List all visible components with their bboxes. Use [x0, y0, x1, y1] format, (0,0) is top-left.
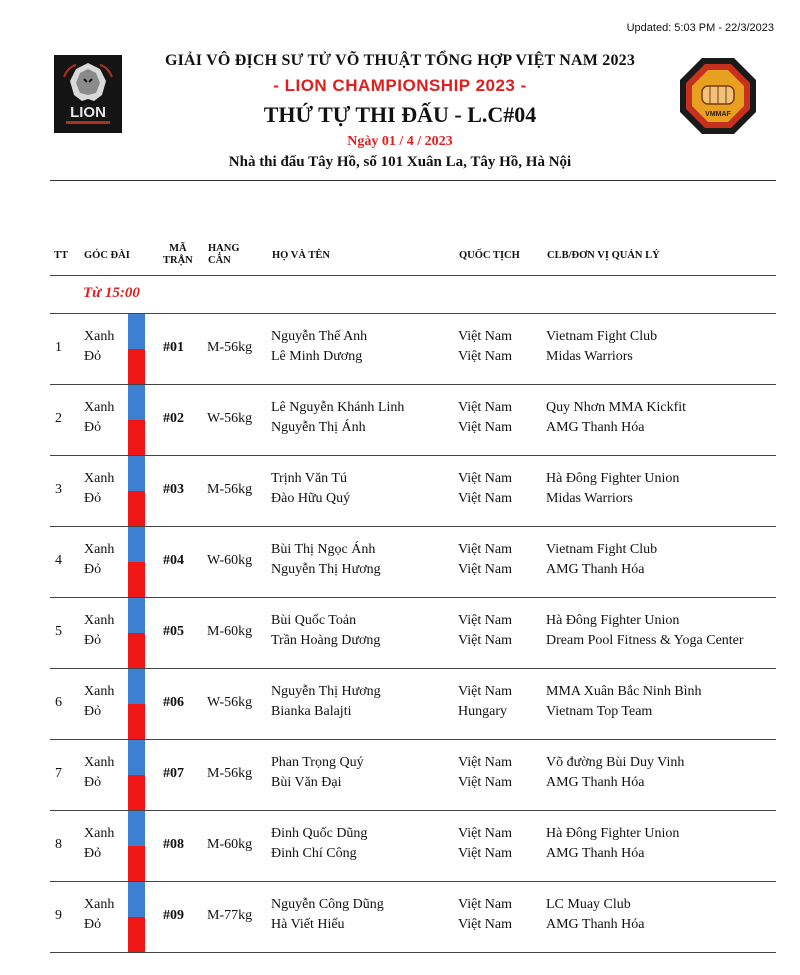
red-corner-bar: [128, 633, 145, 668]
red-corner-bar: [128, 775, 145, 810]
red-fighter-club: AMG Thanh Hóa: [546, 775, 645, 790]
red-fighter-club: AMG Thanh Hóa: [546, 420, 645, 435]
match-row: [50, 456, 776, 526]
blue-fighter-nationality: Việt Nam: [458, 613, 512, 628]
match-order: 8: [55, 837, 62, 852]
weight-class: W-60kg: [207, 553, 253, 568]
match-order: 4: [55, 553, 62, 568]
red-fighter-club: Vietnam Top Team: [546, 704, 653, 719]
red-fighter-nationality: Việt Nam: [458, 491, 512, 506]
col-tt: TT: [54, 250, 69, 261]
col-name: HỌ VÀ TÊN: [272, 250, 330, 261]
match-row: [50, 669, 776, 739]
col-code: MÃ TRẬN: [163, 243, 193, 266]
red-fighter-name: Trần Hoàng Dương: [271, 633, 381, 648]
match-order: 9: [55, 908, 62, 923]
red-corner-label: Đỏ: [84, 633, 102, 648]
fighter-clubs: [546, 895, 645, 935]
match-row: [50, 527, 776, 597]
blue-corner-bar: [128, 385, 145, 420]
fighter-clubs: [546, 540, 657, 580]
blue-fighter-nationality: Việt Nam: [458, 542, 512, 557]
blue-fighter-name: Bùi Quốc Toản: [271, 613, 357, 628]
match-order: 2: [55, 411, 62, 426]
fighter-nationalities: [458, 611, 512, 651]
match-order: 3: [55, 482, 62, 497]
red-corner-label: Đỏ: [84, 775, 102, 790]
blue-corner-bar: [128, 527, 145, 562]
red-fighter-club: AMG Thanh Hóa: [546, 846, 645, 861]
corner-labels: [84, 398, 114, 438]
blue-fighter-name: Đinh Quốc Dũng: [271, 826, 368, 841]
weight-class: W-56kg: [207, 695, 253, 710]
red-corner-bar: [128, 846, 145, 881]
match-order: 7: [55, 766, 62, 781]
red-fighter-club: AMG Thanh Hóa: [546, 917, 645, 932]
fighter-nationalities: [458, 469, 512, 509]
corner-labels: [84, 469, 114, 509]
fighter-clubs: [546, 327, 657, 367]
blue-fighter-club: Vietnam Fight Club: [546, 542, 658, 557]
red-fighter-nationality: Việt Nam: [458, 420, 512, 435]
lion-logo-text: LION: [70, 104, 106, 121]
red-corner-bar: [128, 917, 145, 952]
fighter-names: [271, 682, 381, 722]
blue-fighter-nationality: Việt Nam: [458, 471, 512, 486]
red-fighter-club: Dream Pool Fitness & Yoga Center: [546, 633, 744, 648]
header-divider: [50, 180, 776, 181]
match-row: [50, 882, 776, 952]
weight-class: M-56kg: [207, 482, 253, 497]
columns-divider: [50, 275, 776, 276]
fighter-nationalities: [458, 327, 512, 367]
red-fighter-nationality: Việt Nam: [458, 775, 512, 790]
weight-class: M-56kg: [207, 340, 253, 355]
blue-fighter-club: Hà Đông Fighter Union: [546, 613, 680, 628]
fighter-nationalities: [458, 824, 512, 864]
match-row: [50, 385, 776, 455]
blue-fighter-name: Lê Nguyễn Khánh Linh: [271, 400, 405, 415]
blue-fighter-name: Nguyễn Công Dũng: [271, 897, 384, 912]
blue-corner-bar: [128, 456, 145, 491]
blue-fighter-nationality: Việt Nam: [458, 826, 512, 841]
weight-class: M-60kg: [207, 624, 253, 639]
red-corner-label: Đỏ: [84, 420, 102, 435]
fighter-clubs: [546, 824, 679, 864]
blue-corner-bar: [128, 598, 145, 633]
blue-fighter-club: Võ đường Bùi Duy Vinh: [546, 755, 685, 770]
red-fighter-nationality: Việt Nam: [458, 562, 512, 577]
match-order: 1: [55, 340, 62, 355]
match-code: #04: [163, 553, 184, 568]
match-order: 5: [55, 624, 62, 639]
red-fighter-club: AMG Thanh Hóa: [546, 562, 645, 577]
corner-labels: [84, 611, 114, 651]
corner-labels: [84, 327, 114, 367]
updated-timestamp: Updated: 5:03 PM - 22/3/2023: [626, 22, 774, 34]
fighter-nationalities: [458, 895, 512, 935]
championship-title: - LION CHAMPIONSHIP 2023 -: [273, 76, 527, 95]
blue-corner-label: Xanh: [84, 613, 115, 628]
blue-fighter-club: MMA Xuân Bắc Ninh Bình: [546, 684, 702, 699]
fighter-names: [271, 824, 367, 864]
red-fighter-name: Bùi Văn Đại: [271, 775, 342, 790]
blue-fighter-club: LC Muay Club: [546, 897, 631, 912]
blue-fighter-name: Bùi Thị Ngọc Ánh: [271, 542, 376, 557]
red-fighter-name: Lê Minh Dương: [271, 349, 363, 364]
red-corner-label: Đỏ: [84, 349, 102, 364]
match-row: [50, 598, 776, 668]
red-fighter-name: Đinh Chí Công: [271, 846, 357, 861]
match-code: #06: [163, 695, 184, 710]
fighter-clubs: [546, 682, 702, 722]
blue-corner-label: Xanh: [84, 400, 115, 415]
fighter-nationalities: [458, 682, 512, 722]
fighter-nationalities: [458, 540, 512, 580]
red-fighter-nationality: Việt Nam: [458, 917, 512, 932]
blue-corner-label: Xanh: [84, 471, 115, 486]
blue-fighter-club: Hà Đông Fighter Union: [546, 826, 680, 841]
col-nationality: QUỐC TỊCH: [459, 250, 520, 261]
fighter-names: [271, 327, 367, 367]
corner-labels: [84, 540, 114, 580]
blue-corner-bar: [128, 740, 145, 775]
blue-fighter-club: Quy Nhơn MMA Kickfit: [546, 400, 687, 415]
vmmaf-logo-text: VMMAF: [705, 111, 731, 118]
blue-corner-bar: [128, 811, 145, 846]
red-fighter-nationality: Hungary: [458, 704, 507, 719]
corner-labels: [84, 895, 114, 935]
fighter-names: [271, 611, 380, 651]
match-code: #07: [163, 766, 184, 781]
corner-labels: [84, 753, 114, 793]
red-corner-bar: [128, 349, 145, 384]
fighter-clubs: [546, 469, 679, 509]
red-fighter-club: Midas Warriors: [546, 491, 633, 506]
fighter-clubs: [546, 611, 744, 651]
match-code: #01: [163, 340, 184, 355]
fighter-names: [271, 753, 364, 793]
tournament-title: GIẢI VÔ ĐỊCH SƯ TỬ VÕ THUẬT TỔNG HỢP VIỆT NAM 2023: [164, 52, 636, 69]
blue-fighter-name: Nguyễn Thế Anh: [271, 329, 368, 344]
blue-corner-bar: [128, 882, 145, 917]
red-fighter-name: Hà Viết Hiếu: [271, 917, 345, 932]
match-row: [50, 314, 776, 384]
session-time: Từ 15:00: [83, 285, 140, 301]
blue-corner-label: Xanh: [84, 542, 115, 557]
corner-labels: [84, 824, 114, 864]
col-weight: HẠNG CÂN: [208, 243, 240, 266]
fighter-clubs: [546, 398, 686, 438]
red-corner-label: Đỏ: [84, 491, 102, 506]
schedule-title: THỨ TỰ THI ĐẤU - L.C#04: [263, 102, 537, 127]
red-corner-bar: [128, 420, 145, 455]
blue-fighter-name: Trịnh Văn Tú: [271, 471, 347, 486]
red-corner-bar: [128, 704, 145, 739]
fighter-nationalities: [458, 398, 512, 438]
blue-fighter-name: Nguyễn Thị Hương: [271, 684, 381, 699]
red-corner-label: Đỏ: [84, 704, 102, 719]
red-fighter-club: Midas Warriors: [546, 349, 633, 364]
red-fighter-nationality: Việt Nam: [458, 846, 512, 861]
blue-fighter-nationality: Việt Nam: [458, 329, 512, 344]
blue-fighter-nationality: Việt Nam: [458, 755, 512, 770]
red-corner-label: Đỏ: [84, 846, 102, 861]
red-corner-bar: [128, 562, 145, 597]
blue-fighter-nationality: Việt Nam: [458, 897, 512, 912]
match-row: [50, 811, 776, 881]
fighter-names: [271, 540, 381, 580]
weight-class: M-56kg: [207, 766, 253, 781]
row-divider: [50, 952, 776, 953]
match-row: [50, 740, 776, 810]
fighter-clubs: [546, 753, 684, 793]
match-code: #03: [163, 482, 184, 497]
blue-corner-bar: [128, 669, 145, 704]
red-fighter-nationality: Việt Nam: [458, 633, 512, 648]
match-code: #05: [163, 624, 184, 639]
corner-labels: [84, 682, 114, 722]
match-code: #02: [163, 411, 184, 426]
blue-corner-label: Xanh: [84, 329, 115, 344]
blue-corner-label: Xanh: [84, 897, 115, 912]
fighter-names: [271, 895, 384, 935]
fighter-names: [271, 398, 404, 438]
weight-class: W-56kg: [207, 411, 253, 426]
fighter-nationalities: [458, 753, 512, 793]
match-code: #09: [163, 908, 184, 923]
blue-fighter-nationality: Việt Nam: [458, 684, 512, 699]
fighter-names: [271, 469, 350, 509]
blue-fighter-club: Hà Đông Fighter Union: [546, 471, 680, 486]
red-corner-label: Đỏ: [84, 917, 102, 932]
blue-fighter-club: Vietnam Fight Club: [546, 329, 658, 344]
red-fighter-name: Đào Hữu Quý: [271, 491, 351, 506]
red-corner-bar: [128, 491, 145, 526]
blue-corner-label: Xanh: [84, 755, 115, 770]
blue-corner-label: Xanh: [84, 684, 115, 699]
col-club: CLB/ĐƠN VỊ QUẢN LÝ: [547, 250, 660, 261]
blue-fighter-name: Phan Trọng Quý: [271, 755, 364, 770]
red-fighter-name: Nguyễn Thị Ánh: [271, 420, 366, 435]
col-corner: GÓC ĐÀI: [84, 250, 130, 261]
red-corner-label: Đỏ: [84, 562, 102, 577]
match-order: 6: [55, 695, 62, 710]
match-code: #08: [163, 837, 184, 852]
event-date: Ngày 01 / 4 / 2023: [347, 134, 453, 149]
red-fighter-name: Nguyễn Thị Hương: [271, 562, 381, 577]
event-venue: Nhà thi đấu Tây Hồ, số 101 Xuân La, Tây Hồ, Hà Nội: [228, 154, 572, 170]
weight-class: M-77kg: [207, 908, 253, 923]
weight-class: M-60kg: [207, 837, 253, 852]
blue-corner-bar: [128, 314, 145, 349]
blue-fighter-nationality: Việt Nam: [458, 400, 512, 415]
blue-corner-label: Xanh: [84, 826, 115, 841]
red-fighter-nationality: Việt Nam: [458, 349, 512, 364]
red-fighter-name: Bianka Balajti: [271, 704, 352, 719]
